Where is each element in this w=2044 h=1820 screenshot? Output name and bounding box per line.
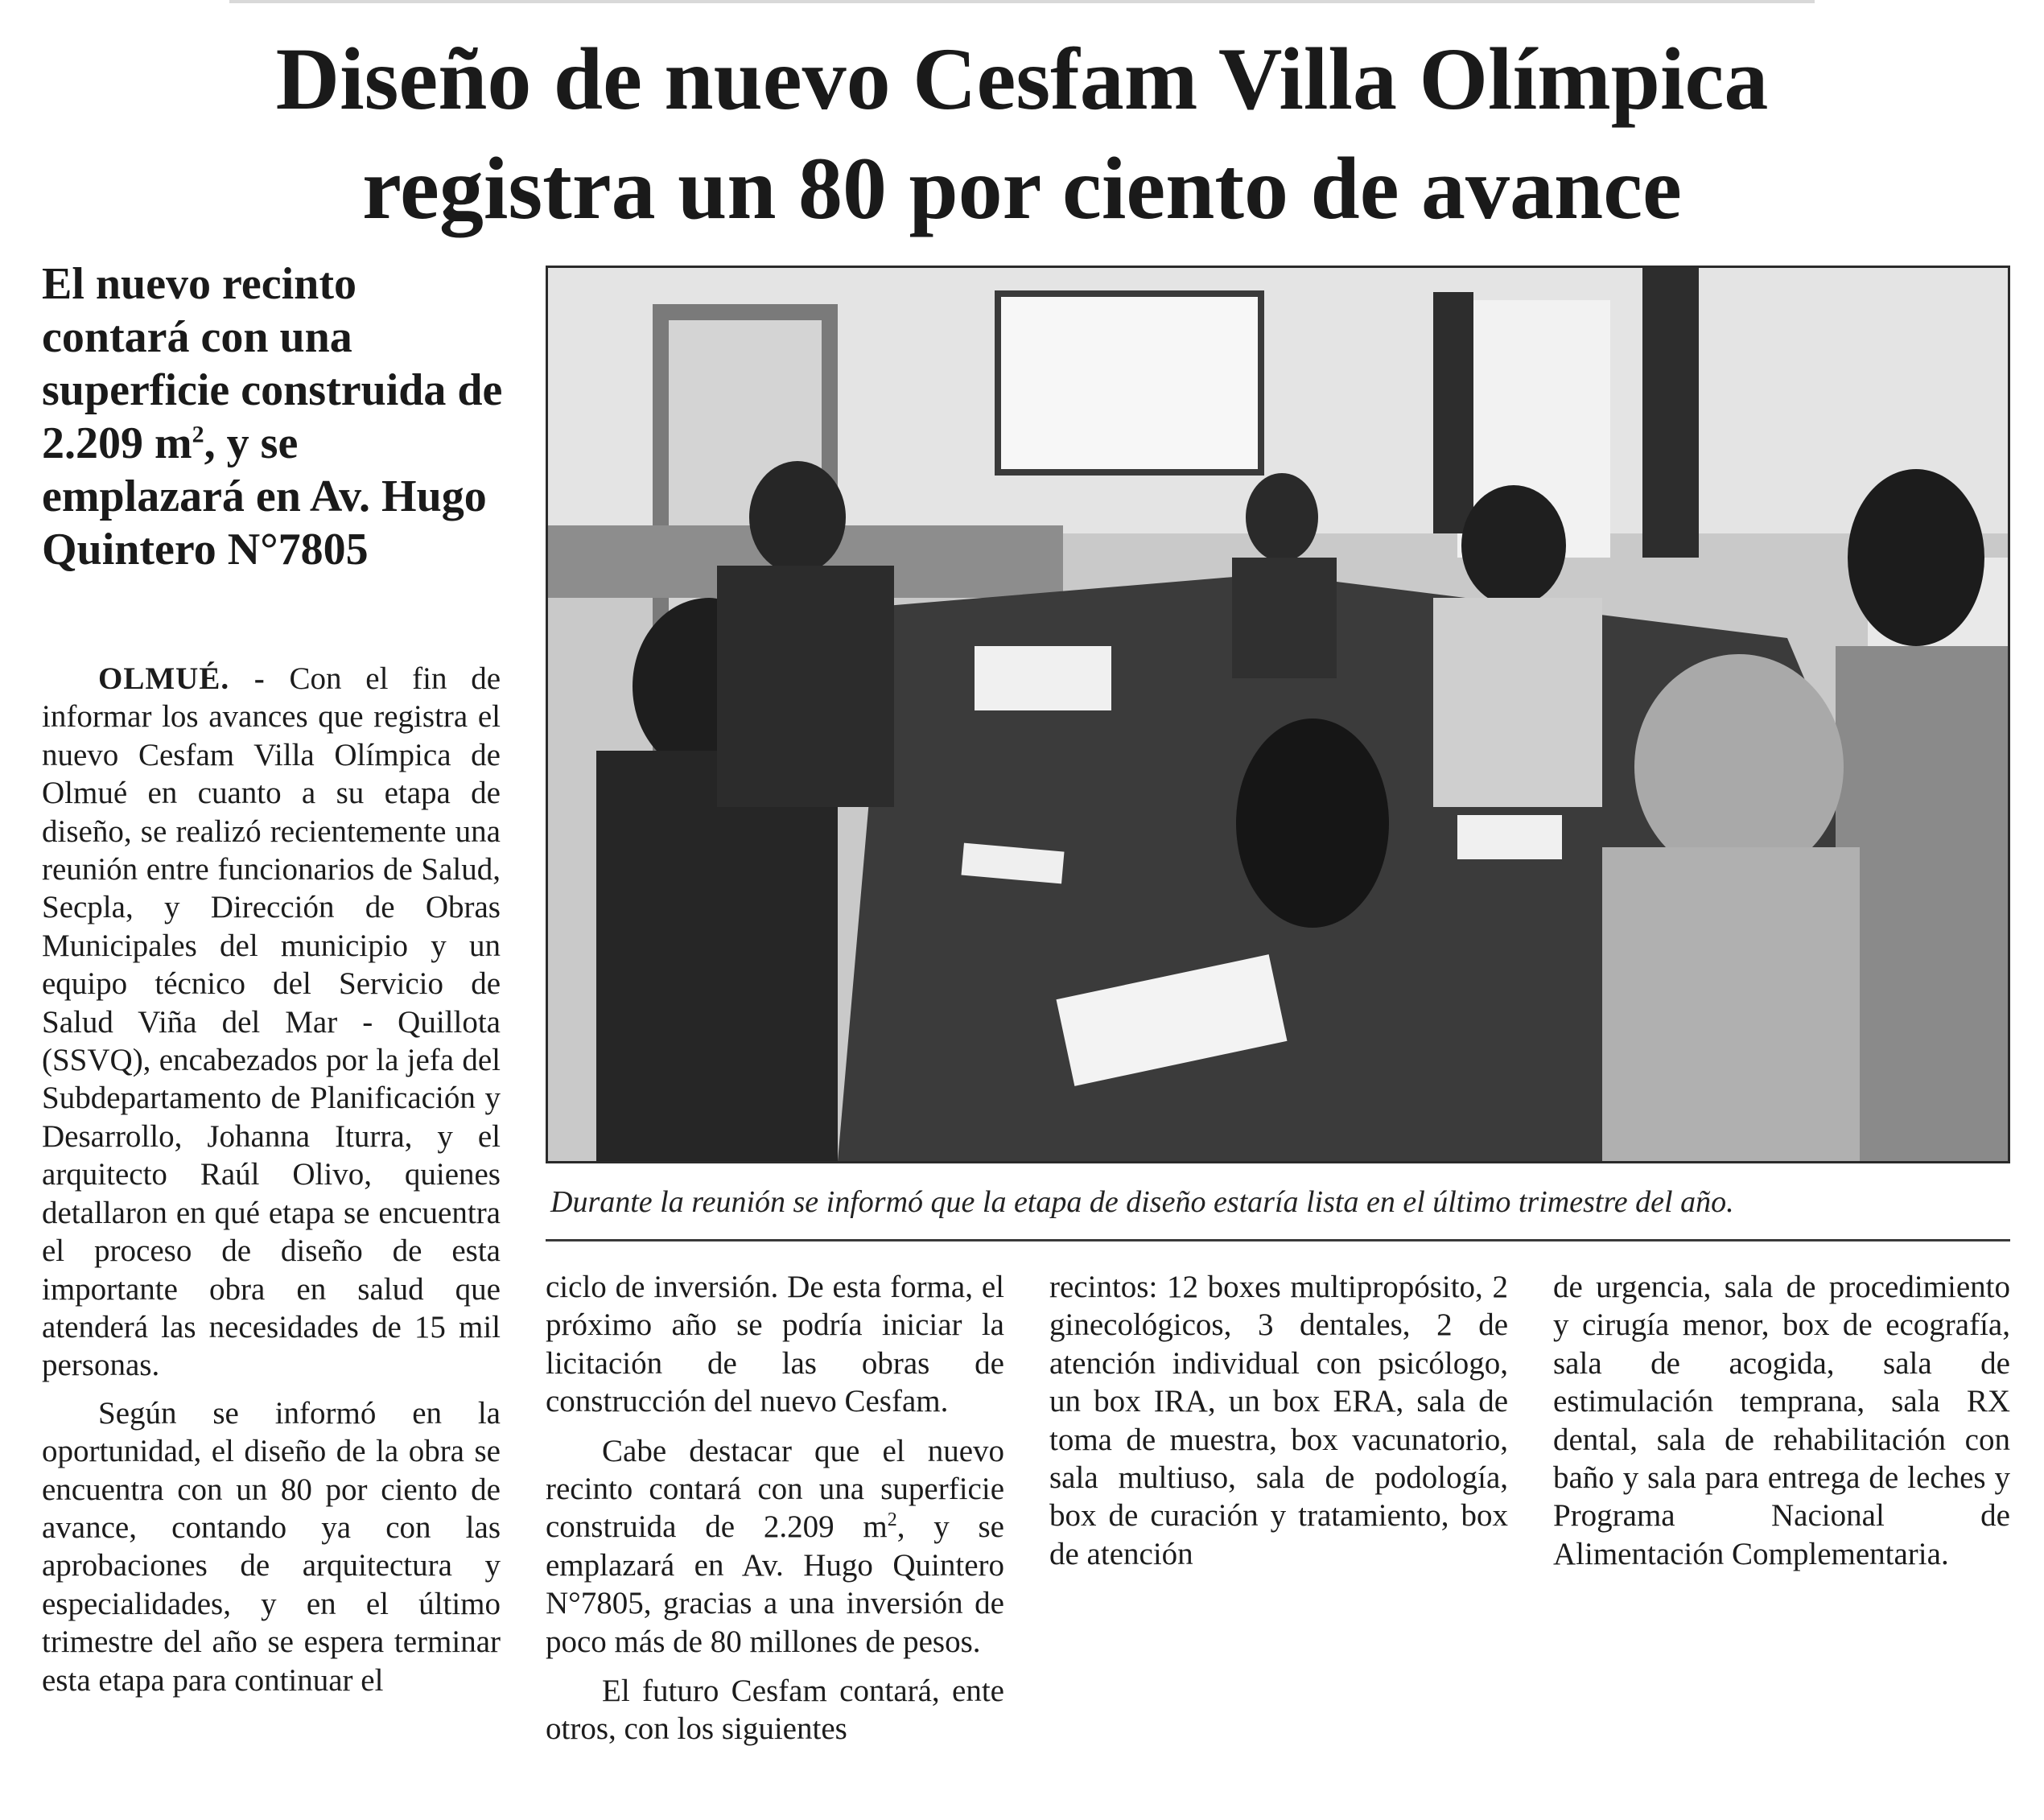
paragraph-4-part-3: de urgencia, sala de procedimiento y cirugía menor, box de ecografía, sala de acogida, sala de estimulación temprana, sala RX dental, sala de rehabilitación con baño y sala para entrega de leches y Programa Nacional de Alimentación Complementaria.: [1553, 1270, 2010, 1571]
subhead-text-1: El nuevo recinto contará con una superficie construida de 2.209 m: [42, 259, 503, 468]
meeting-photo: [546, 266, 2010, 1163]
paragraph-3-text-2: , y se emplazará en Av. Hugo Quintero N°7805, gracias a una inversión de poco más de 80 millones de pesos.: [546, 1509, 1004, 1659]
paragraph-1-text: Con el fin de informar los avances que registra el nuevo Cesfam Villa Olímpica de Olmué en cuanto a su etapa de diseño, se realizó recientemente una reunión entre funcionarios de Salud, Secpla, y Dirección de Obras Municipales del municipio y un equipo técnico del Servicio de Salud Viña del Mar - Quillota (SSVQ), encabezados por la jefa del Subdepartamento de Planificación y Desarrollo, Johanna Iturra, y el arquitecto Raúl Olivo, quienes detallaron en qué etapa se encuentra el proceso de diseño de esta importante obra en salud que atenderá las necesidades de 15 mil personas.: [42, 661, 501, 1383]
column-3: [1049, 1268, 1508, 1573]
photo-caption: Durante la reunión se informó que la etapa de diseño estaría lista en el último trimestre del año.: [550, 1185, 1734, 1219]
column-2: [546, 1268, 1004, 1748]
paragraph-3: [546, 1432, 1004, 1661]
subheadline: [42, 257, 509, 576]
paragraph-4-part-1: El futuro Cesfam contará, ente otros, con los siguientes: [546, 1674, 1004, 1747]
subhead-text-2: , y se emplazará en Av. Hugo Quintero N°7805: [42, 418, 487, 574]
caption-rule: [546, 1239, 2010, 1241]
headline-line-2: registra un 80 por ciento de avance: [362, 139, 1682, 237]
headline-line-1: Diseño de nuevo Cesfam Villa Olímpica: [275, 30, 1769, 128]
subhead-superscript: 2: [192, 421, 204, 448]
paragraph-1: [42, 660, 501, 1385]
column-4: [1553, 1268, 2010, 1573]
paragraph-3-superscript: 2: [887, 1509, 897, 1531]
column-1: [42, 660, 501, 1699]
paragraph-3-text-1: Cabe destacar que el nuevo recinto contará con una superficie construida de 2.209 m: [546, 1433, 1004, 1545]
paragraph-2-part-1: Según se informó en la oportunidad, el diseño de la obra se encuentra con un 80 por ciento de avance, contando ya con las aprobaciones de arquitectura y especialidades, y en el último trimestre del año se espera terminar esta etapa para continuar el: [42, 1395, 501, 1698]
photo-illustration: [548, 268, 2008, 1161]
paragraph-2-part-2: ciclo de inversión. De esta forma, el próximo año se podría iniciar la licitación de las obras de construcción del nuevo Cesfam.: [546, 1270, 1004, 1419]
headline: [0, 24, 2044, 243]
paragraph-4-part-2: recintos: 12 boxes multipropósito, 2 ginecológicos, 3 dentales, 2 de atención individual con psicólogo, un box IRA, un box ERA, sala de toma de muestra, box vacunatorio, sala multiuso, sala de podología, box de curación y tratamiento, box de atención: [1049, 1270, 1508, 1571]
top-rule: [229, 0, 1815, 3]
dateline: OLMUÉ. -: [98, 661, 266, 696]
